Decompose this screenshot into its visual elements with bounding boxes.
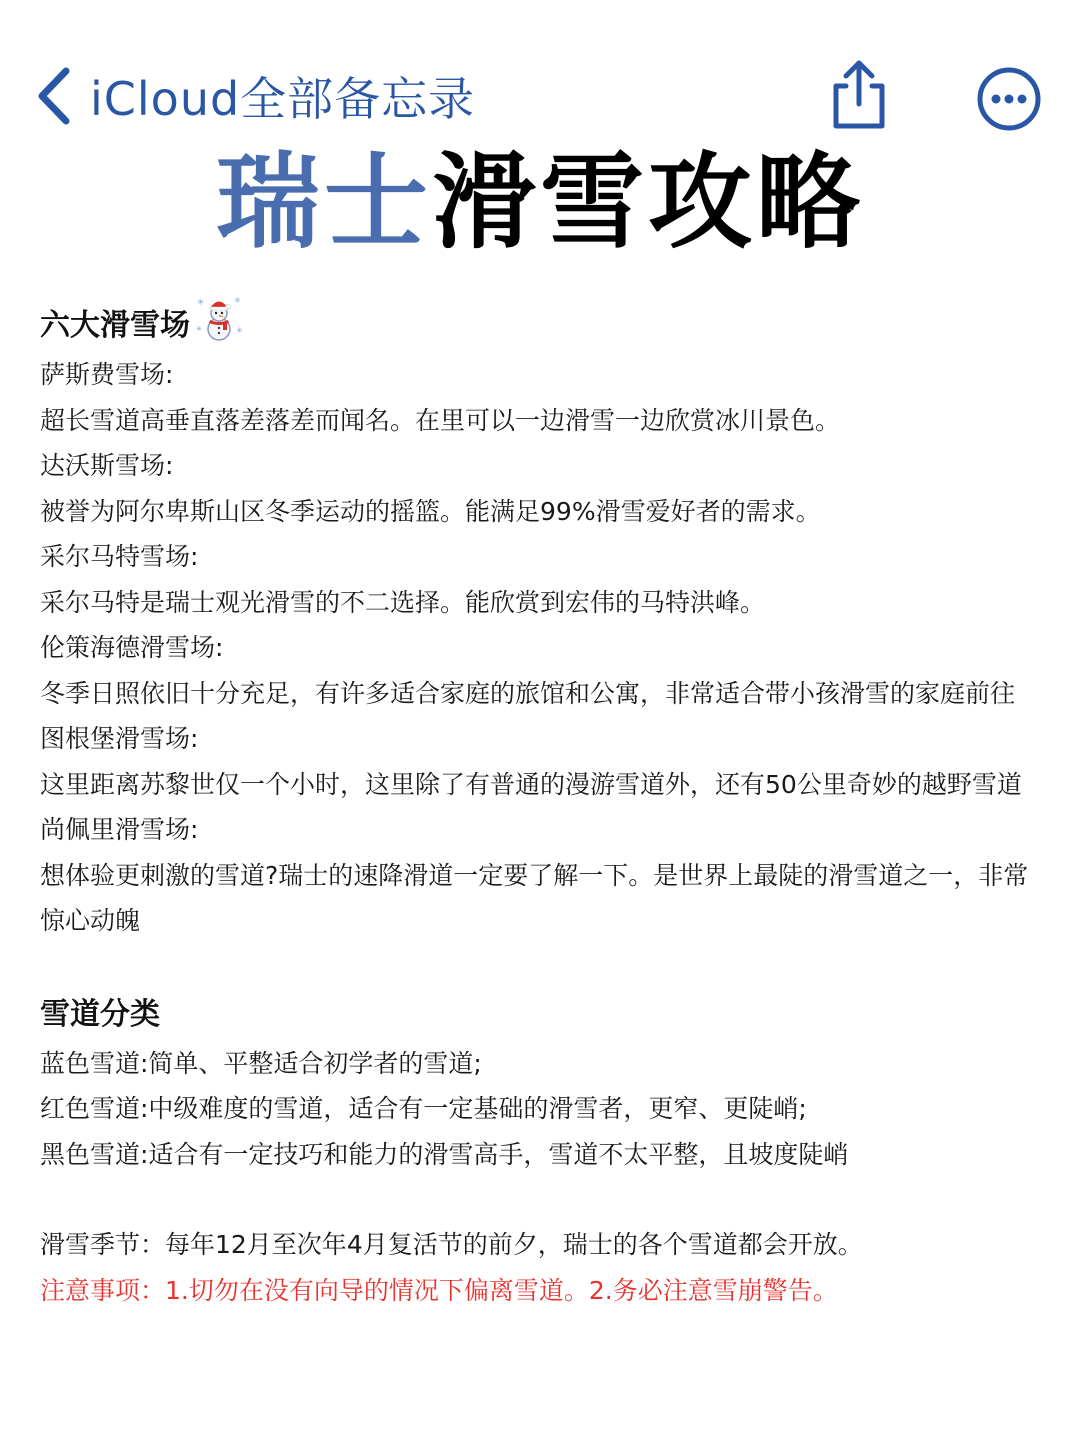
ski-season: 滑雪季节：每年12月至次年4月复活节的前夕，瑞士的各个雪道都会开放。 bbox=[40, 1230, 863, 1259]
resort-description: 想体验更刺激的雪道?瑞士的速降滑道一定要了解一下。是世界上最陡的滑雪道之一，非常惊心动魄 bbox=[40, 860, 1029, 935]
page-title bbox=[0, 138, 1080, 266]
resort-description: 冬季日照依旧十分充足，有许多适合家庭的旅馆和公寓，非常适合带小孩滑雪的家庭前往 bbox=[40, 678, 1016, 708]
resort-name: 伦策海德滑雪场: bbox=[40, 633, 224, 662]
slope-category: 蓝色雪道:简单、平整适合初学者的雪道; bbox=[40, 1048, 482, 1078]
resort-description: 被誉为阿尔卑斯山区冬季运动的摇篮。能满足99%滑雪爱好者的需求。 bbox=[40, 496, 821, 526]
resort-name: 达沃斯雪场: bbox=[40, 451, 174, 480]
resort-name: 采尔马特雪场: bbox=[40, 542, 199, 571]
section-heading-slopes: 雪道分类 bbox=[40, 996, 160, 1032]
svg-text:✳: ✳ bbox=[234, 295, 241, 305]
resort-name: 图根堡滑雪场: bbox=[40, 724, 199, 753]
resort-description: 超长雪道高垂直落差落差而闻名。在里可以一边滑雪一边欣赏冰川景色。 bbox=[40, 405, 841, 435]
slope-category: 红色雪道:中级难度的雪道，适合有一定基础的滑雪者，更窄、更陡峭; bbox=[40, 1094, 807, 1123]
navigation-bar bbox=[0, 0, 1080, 140]
section-heading-text: 六大滑雪场 bbox=[40, 308, 190, 343]
chevron-left-icon bbox=[36, 67, 72, 125]
slope-category: 黑色雪道:适合有一定技巧和能力的滑雪高手，雪道不太平整，且坡度陡峭 bbox=[40, 1139, 849, 1169]
note-body bbox=[40, 295, 1050, 1313]
snowman-icon bbox=[194, 293, 244, 360]
back-label: iCloud全部备忘录 bbox=[90, 72, 476, 126]
title-part-ski-guide: 滑雪攻略 bbox=[432, 141, 865, 263]
back-button[interactable] bbox=[36, 62, 475, 130]
share-button[interactable] bbox=[826, 58, 892, 130]
more-button[interactable] bbox=[976, 66, 1042, 132]
svg-text:✳: ✳ bbox=[236, 325, 243, 335]
notice: 注意事项：1.切勿在没有向导的情况下偏离雪道。2.务必注意雪崩警告。 bbox=[40, 1275, 838, 1305]
spacer bbox=[40, 1177, 1050, 1222]
svg-text:✳: ✳ bbox=[196, 324, 202, 333]
section-heading-resorts bbox=[40, 295, 1050, 352]
resort-name: 尚佩里滑雪场: bbox=[40, 815, 199, 844]
share-icon bbox=[826, 115, 892, 134]
resort-description: 采尔马特是瑞士观光滑雪的不二选择。能欣赏到宏伟的马特洪峰。 bbox=[40, 587, 766, 617]
more-icon bbox=[976, 117, 1042, 136]
resort-description: 这里距离苏黎世仅一个小时，这里除了有普通的漫游雪道外，还有50公里奇妙的越野雪道 bbox=[40, 769, 1022, 799]
svg-text:✳: ✳ bbox=[197, 297, 205, 308]
spacer bbox=[40, 944, 1050, 989]
resort-name: 萨斯费雪场: bbox=[40, 360, 174, 389]
title-part-swiss: 瑞士 bbox=[215, 141, 432, 263]
